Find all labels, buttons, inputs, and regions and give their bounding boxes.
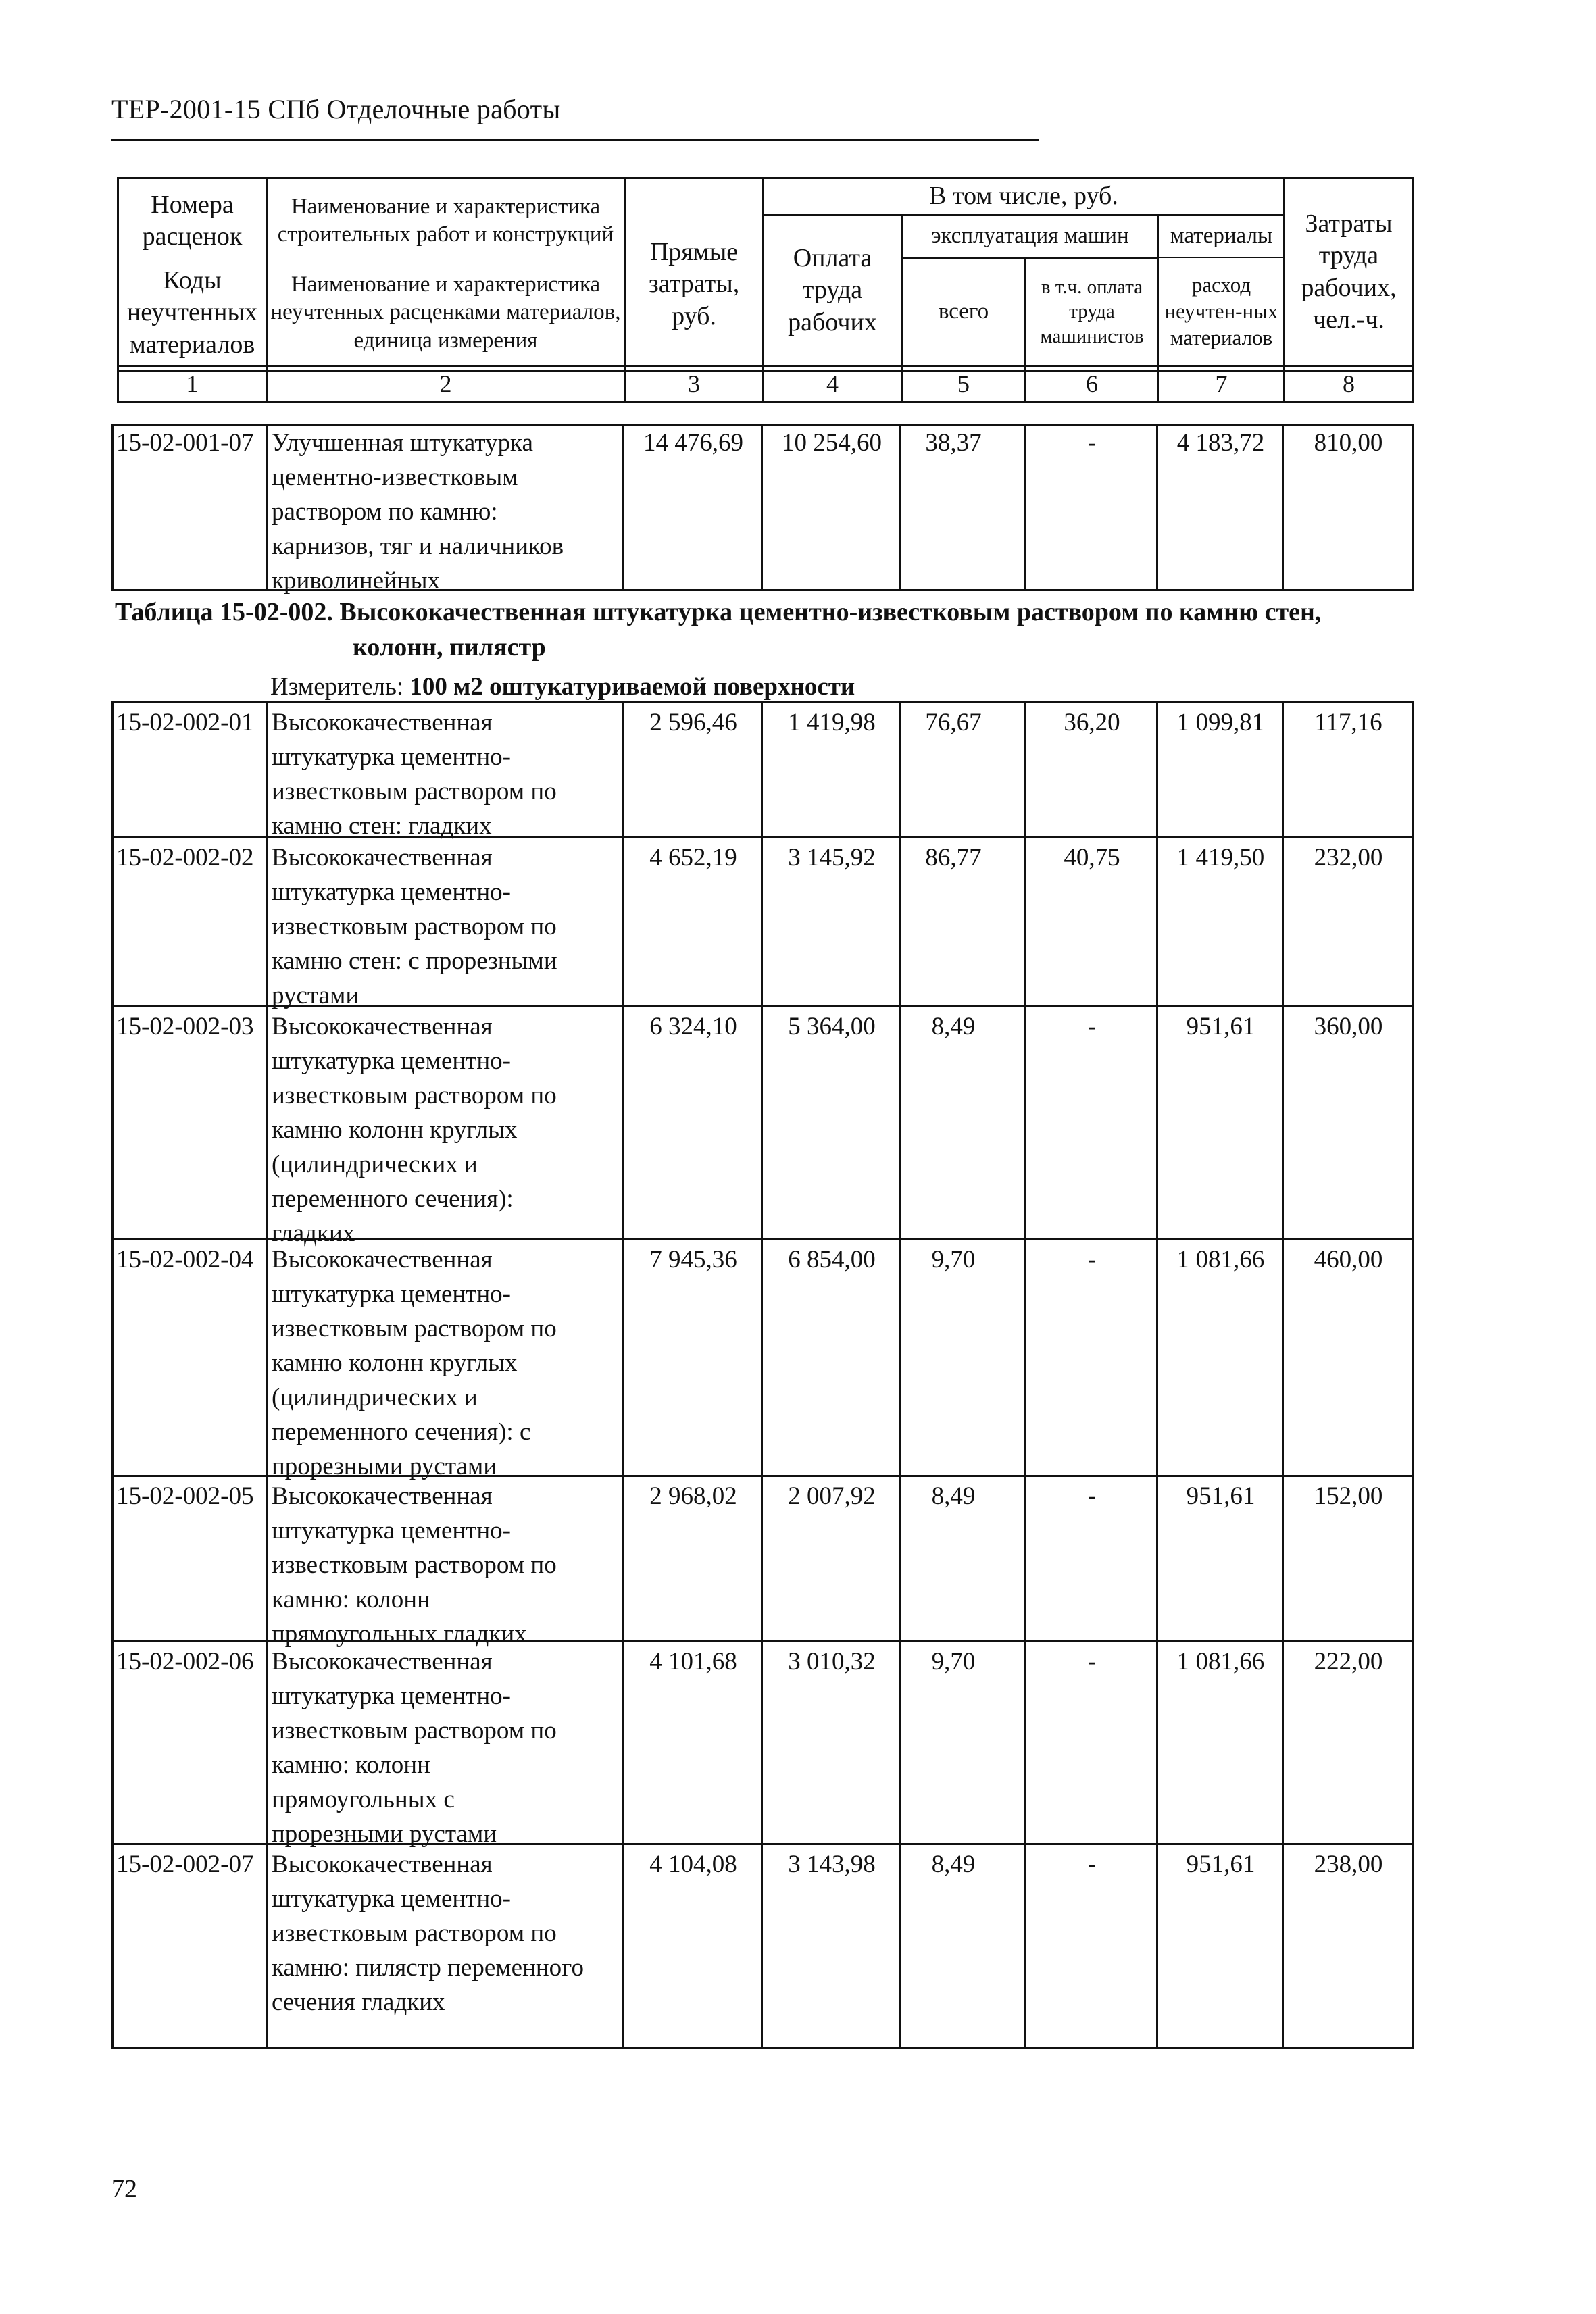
row-materials: 951,61: [1186, 1013, 1255, 1040]
page-number: 72: [111, 2175, 137, 2203]
row-machines: 76,67: [925, 709, 982, 736]
row-machinists: -: [1087, 1013, 1097, 1040]
col2-top-label: Наименование и характеристика строительных работ и конструкций: [277, 194, 614, 247]
row-hours: 152,00: [1314, 1482, 1383, 1510]
row-name: Высококачественная штукатурка цементно- известковым раствором по камню стен: гладких: [272, 709, 557, 840]
row-machinists: 36,20: [1064, 709, 1120, 736]
col-number: 6: [1086, 370, 1098, 397]
hdr-border-bottom: [117, 401, 1414, 403]
row-labor: 10 254,60: [782, 429, 882, 457]
table-rule: [1024, 701, 1026, 2049]
row-direct: 4 652,19: [649, 844, 737, 872]
row-name: Высококачественная штукатурка цементно- известковым раствором по камню стен: с прорезными рустами: [272, 844, 557, 1009]
row-machinists: 40,75: [1064, 844, 1120, 872]
row-hours: 810,00: [1314, 429, 1383, 457]
row-hours: 232,00: [1314, 844, 1383, 872]
col-number: 3: [688, 370, 700, 397]
row-name: Улучшенная штукатурка цементно-известковым раствором по камню: карнизов, тяг и наличников криволинейных: [272, 429, 564, 595]
row-name: Высококачественная штукатурка цементно- известковым раствором по камню: колонн прямоугольных с прорезными рустами: [272, 1648, 557, 1848]
col1-bottom-label: Коды неучтенных материалов: [126, 266, 258, 359]
row-code: 15-02-002-06: [116, 1648, 254, 1676]
col5-label: всего: [938, 299, 989, 324]
row-direct: 14 476,69: [643, 429, 743, 457]
rule: [1412, 424, 1414, 591]
row-machinists: -: [1087, 1482, 1097, 1510]
row-machinists: -: [1087, 1851, 1097, 1878]
hdr-border-right: [1412, 177, 1414, 403]
col3-label: Прямые затраты, руб.: [648, 237, 740, 330]
header-rule: [111, 139, 1039, 141]
table-rule: [111, 701, 1414, 703]
table-rule: [761, 701, 763, 2049]
rule: [1024, 424, 1026, 591]
row-code: 15-02-002-02: [116, 844, 254, 872]
row-labor: 2 007,92: [788, 1482, 876, 1510]
row-name: Высококачественная штукатурка цементно- известковым раствором по камню колонн круглых (цилиндрических и переменного сечения): гладких: [272, 1013, 557, 1247]
row-machines: 38,37: [925, 429, 982, 457]
col-number: 1: [186, 370, 199, 397]
row-machines: 8,49: [931, 1851, 976, 1878]
row-materials: 1 081,66: [1176, 1246, 1265, 1274]
rule: [1282, 424, 1284, 591]
row-hours: 238,00: [1314, 1851, 1383, 1878]
row-labor: 3 145,92: [788, 844, 876, 872]
row-name: Высококачественная штукатурка цементно- известковым раствором по камню: колонн прямоугольных гладких: [272, 1482, 557, 1648]
row-hours: 460,00: [1314, 1246, 1383, 1274]
rule: [111, 424, 114, 591]
row-labor: 3 143,98: [788, 1851, 876, 1878]
row-machines: 9,70: [931, 1246, 976, 1274]
rule: [761, 424, 763, 591]
row-hours: 117,16: [1314, 709, 1382, 736]
table-caption-line2: колонн, пилястр: [353, 633, 546, 661]
materials-label: материалы: [1170, 224, 1273, 249]
row-machinists: -: [1087, 429, 1097, 457]
row-code: 15-02-002-05: [116, 1482, 254, 1510]
row-hours: 222,00: [1314, 1648, 1383, 1676]
col8-label: Затраты труда рабочих, чел.-ч.: [1301, 209, 1397, 334]
table-caption-line1: Таблица 15-02-002. Высококачественная штукатурка цементно-известковым раствором по камню стен,: [115, 598, 1322, 626]
row-machinists: -: [1087, 1246, 1097, 1274]
page-header-title: ТЕР-2001-15 СПб Отделочные работы: [111, 94, 561, 124]
row-machines: 8,49: [931, 1013, 976, 1040]
row-name: Высококачественная штукатурка цементно- известковым раствором по камню: пилястр переменного сечения гладких: [272, 1851, 584, 2016]
row-machines: 9,70: [931, 1648, 976, 1676]
col6-label: в т.ч. оплата труда машинистов: [1040, 276, 1144, 347]
table-caption: [115, 595, 1412, 665]
row-code: 15-02-002-04: [116, 1246, 254, 1274]
hdr-divider: [1157, 257, 1283, 258]
row-machines: 86,77: [925, 844, 982, 872]
row-direct: 2 596,46: [649, 709, 737, 736]
measure-label: Измеритель:: [270, 673, 404, 701]
row-hours: 360,00: [1314, 1013, 1383, 1040]
table-rule: [111, 2047, 1414, 2049]
row-materials: 951,61: [1186, 1482, 1255, 1510]
col-number: 5: [957, 370, 970, 397]
row-labor: 5 364,00: [788, 1013, 876, 1040]
row-materials: 951,61: [1186, 1851, 1255, 1878]
machines-label: эксплуатация машин: [931, 224, 1129, 249]
table-rule: [111, 701, 114, 2049]
col2-bottom-label: Наименование и характеристика неучтенных расценками материалов, единица измерения: [270, 272, 621, 353]
table-rule: [1282, 701, 1284, 2049]
row-direct: 4 101,68: [649, 1648, 737, 1676]
row-materials: 1 081,66: [1176, 1648, 1265, 1676]
col-number: 7: [1215, 370, 1228, 397]
table-rule: [1156, 701, 1158, 2049]
row-labor: 3 010,32: [788, 1648, 876, 1676]
row-code: 15-02-002-03: [116, 1013, 254, 1040]
row-code: 15-02-002-01: [116, 709, 254, 736]
col-number: 4: [826, 370, 839, 397]
column-header-table: [117, 177, 1414, 403]
row-materials: 1 419,50: [1176, 844, 1265, 872]
row-direct: 4 104,08: [649, 1851, 737, 1878]
row-direct: 7 945,36: [649, 1246, 737, 1274]
row-materials: 1 099,81: [1176, 709, 1265, 736]
group-label: В том числе, руб.: [929, 182, 1118, 211]
row-code: 15-02-002-07: [116, 1851, 254, 1878]
row-name: Высококачественная штукатурка цементно- известковым раствором по камню колонн круглых (цилиндрических и переменного сечения): с прорезными рустами: [272, 1246, 557, 1480]
row-code: 15-02-001-07: [116, 429, 254, 457]
measure-value: 100 м2 оштукатуриваемой поверхности: [409, 673, 855, 701]
table-rule: [1412, 701, 1414, 2049]
col7-label: расход неучтен-ных материалов: [1164, 273, 1278, 349]
row-labor: 1 419,98: [788, 709, 876, 736]
measure-unit: [270, 672, 855, 701]
row-direct: 6 324,10: [649, 1013, 737, 1040]
row-direct: 2 968,02: [649, 1482, 737, 1510]
col-number: 8: [1343, 370, 1355, 397]
col4-label: Оплата труда рабочих: [788, 243, 877, 336]
row-materials: 4 183,72: [1176, 429, 1265, 457]
table-rule: [899, 701, 901, 2049]
rule: [899, 424, 901, 591]
row-machines: 8,49: [931, 1482, 976, 1510]
row-labor: 6 854,00: [788, 1246, 876, 1274]
rule: [1156, 424, 1158, 591]
row-machinists: -: [1087, 1648, 1097, 1676]
col-number: 2: [439, 370, 452, 397]
col1-top-label: Номера расценок: [142, 190, 243, 251]
